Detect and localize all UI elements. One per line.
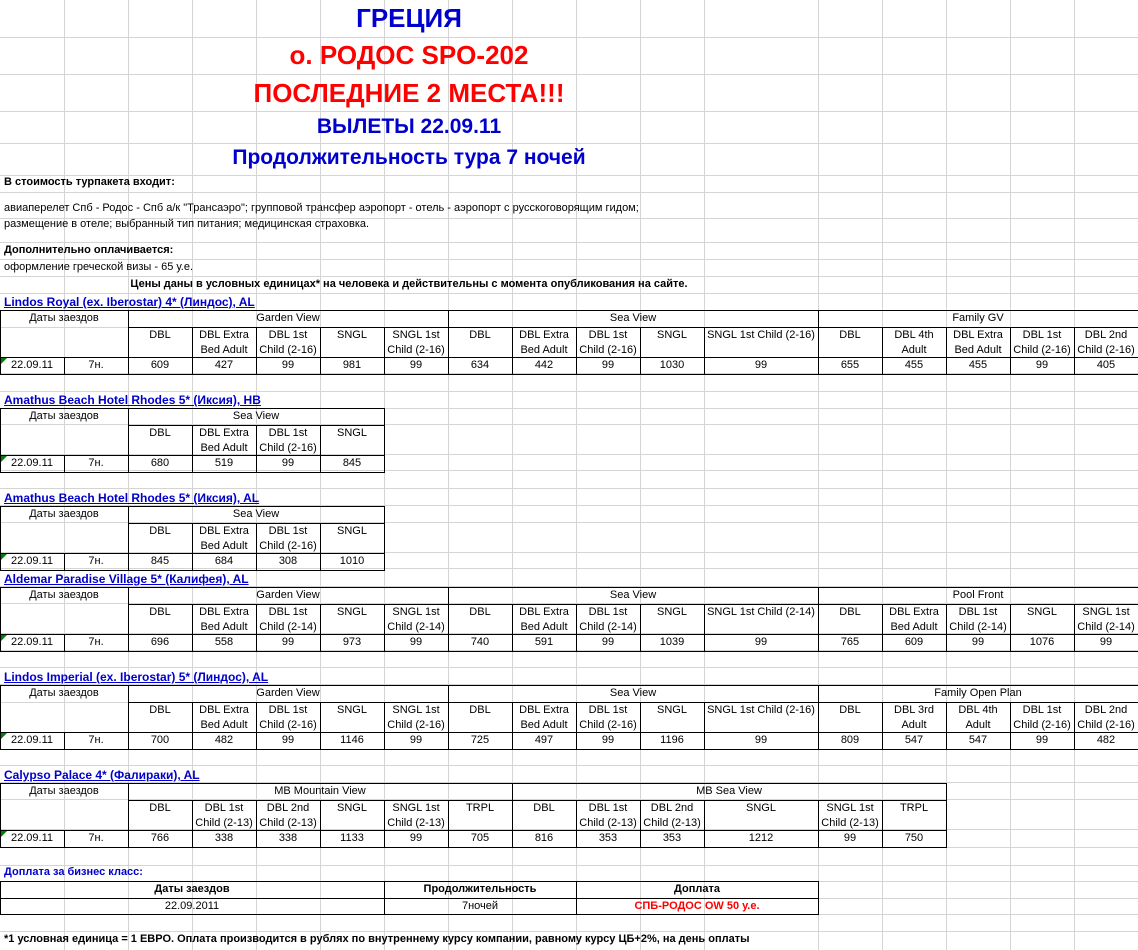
table-border [0, 914, 819, 915]
price-cell: 99 [754, 734, 768, 746]
price-cell: 634 [470, 359, 490, 371]
column-header: Child (2-16) [387, 344, 445, 356]
price-cell: 99 [1099, 636, 1113, 648]
price-cell: 1212 [748, 832, 774, 844]
column-header: DBL Extra [199, 606, 249, 618]
arrival-date: 22.09.11 [10, 457, 53, 469]
column-header: SNGL [337, 329, 367, 341]
column-header: Child (2-14) [387, 621, 445, 633]
table-border [0, 847, 947, 848]
price-cell: 99 [281, 457, 295, 469]
nights-count: 7н. [88, 457, 104, 469]
price-cell: 99 [601, 359, 615, 371]
column-header: Child (2-13) [195, 817, 253, 829]
room-group-header: Family Open Plan [934, 687, 1022, 699]
table-border [384, 506, 385, 571]
gridline-horizontal [0, 470, 1138, 471]
price-cell: 609 [150, 359, 170, 371]
table-border [0, 357, 1138, 358]
price-cell: 750 [904, 832, 924, 844]
column-header: DBL [149, 427, 171, 439]
table-border [0, 651, 1138, 652]
price-cell: 700 [150, 734, 170, 746]
column-header: Child (2-16) [579, 344, 637, 356]
column-header: Bed Adult [200, 540, 248, 552]
price-cell: 99 [409, 734, 423, 746]
gridline-horizontal [0, 391, 1138, 392]
price-cell: 99 [971, 636, 985, 648]
room-group-header: Sea View [609, 589, 657, 601]
hotel-name-link[interactable]: Lindos Royal (ex. Iberostar) 4* (Линдос), AL [4, 295, 255, 309]
room-group-header: MB Sea View [696, 785, 762, 797]
column-header: SNGL 1st Child (2-14) [707, 606, 815, 618]
table-border [0, 732, 1138, 733]
column-header: SNGL [337, 427, 367, 439]
business-surcharge: СПБ-РОДОС OW 50 у.е. [634, 900, 760, 912]
table-border [128, 604, 1138, 605]
table-border [128, 702, 1138, 703]
gridline-horizontal [0, 276, 1138, 277]
price-cell: 455 [968, 359, 988, 371]
price-cell: 99 [409, 359, 423, 371]
column-header: DBL 4th [894, 329, 934, 341]
column-header: Bed Adult [200, 719, 248, 731]
column-header: SNGL 1st [1082, 606, 1130, 618]
column-header: DBL [839, 329, 861, 341]
nights-count: 7н. [88, 636, 104, 648]
room-group-header: MB Mountain View [274, 785, 366, 797]
price-cell: 809 [840, 734, 860, 746]
price-cell: 816 [534, 832, 554, 844]
column-header: SNGL 1st [392, 704, 440, 716]
column-header: SNGL 1st [392, 606, 440, 618]
nights-count: 7н. [88, 832, 104, 844]
room-group-header: Sea View [232, 508, 280, 520]
dates-header: Даты заездов [29, 785, 99, 797]
gridline-horizontal [0, 293, 1138, 294]
column-header: DBL 1st [588, 606, 628, 618]
column-header: Adult [901, 719, 927, 731]
extra-title: Дополнительно оплачивается: [4, 244, 174, 256]
column-header: Bed Adult [200, 621, 248, 633]
column-header: Child (2-13) [259, 817, 317, 829]
business-date: 22.09.2011 [164, 900, 220, 912]
price-cell: 1039 [659, 636, 685, 648]
gridline-horizontal [0, 488, 1138, 489]
price-cell: 405 [1096, 359, 1116, 371]
price-cell: 519 [214, 457, 234, 469]
column-header: SNGL 1st [392, 802, 440, 814]
gridline-horizontal [0, 667, 1138, 668]
price-cell: 99 [409, 636, 423, 648]
column-header: DBL Extra [519, 704, 569, 716]
price-cell: 845 [150, 555, 170, 567]
column-header: Bed Adult [200, 442, 248, 454]
gridline-horizontal [0, 931, 1138, 932]
column-header: Child (2-14) [949, 621, 1007, 633]
column-header: DBL 1st [268, 525, 308, 537]
price-cell: 680 [150, 457, 170, 469]
column-header: DBL Extra [889, 606, 939, 618]
column-header: DBL [149, 525, 171, 537]
room-group-header: Sea View [609, 687, 657, 699]
column-header: DBL 1st [268, 329, 308, 341]
price-cell: 725 [470, 734, 490, 746]
table-border [0, 587, 1138, 588]
column-header: Child (2-14) [1077, 621, 1135, 633]
price-cell: 591 [534, 636, 554, 648]
column-header: Child (2-16) [259, 344, 317, 356]
table-border [0, 830, 947, 831]
table-border [0, 506, 385, 507]
column-header: DBL [839, 606, 861, 618]
column-header: Adult [901, 344, 927, 356]
column-header: SNGL 1st [826, 802, 874, 814]
column-header: SNGL [337, 704, 367, 716]
table-border [0, 881, 819, 882]
column-header: DBL 2nd [1084, 704, 1128, 716]
gridline-horizontal [0, 192, 1138, 193]
business-title: Доплата за бизнес класс: [4, 866, 143, 878]
price-cell: 338 [278, 832, 298, 844]
table-border [0, 634, 1138, 635]
nights-count: 7н. [88, 555, 104, 567]
table-border [0, 685, 1138, 686]
column-header: DBL [149, 606, 171, 618]
price-cell: 442 [534, 359, 554, 371]
price-cell: 99 [754, 636, 768, 648]
dates-header: Даты заездов [29, 589, 99, 601]
price-cell: 765 [840, 636, 860, 648]
extra-line: оформление греческой визы - 65 у.е. [4, 261, 194, 273]
dates-header: Даты заездов [29, 687, 99, 699]
column-header: Child (2-16) [259, 540, 317, 552]
column-header: DBL Extra [519, 606, 569, 618]
price-cell: 981 [342, 359, 362, 371]
price-cell: 1146 [340, 734, 364, 746]
title-island: о. РОДОС SPO-202 [289, 40, 529, 70]
column-header: DBL 1st [958, 606, 998, 618]
hotel-name-link[interactable]: Amathus Beach Hotel Rhodes 5* (Иксия), HB [4, 393, 261, 407]
column-header: DBL Extra [953, 329, 1003, 341]
price-cell: 547 [968, 734, 988, 746]
column-header: DBL 1st [588, 704, 628, 716]
column-header: Child (2-14) [259, 621, 317, 633]
gridline-horizontal [0, 111, 1138, 112]
room-group-header: Family GV [952, 312, 1004, 324]
column-header: Bed Adult [520, 719, 568, 731]
column-header: SNGL [337, 802, 367, 814]
prices-note: Цены даны в условных единицах* на человека и действительны с момента опубликования на сайте. [130, 278, 688, 290]
column-header: DBL 4th [958, 704, 998, 716]
included-line: размещение в отеле; выбранный тип питания; медицинская страховка. [4, 218, 370, 230]
column-header: Child (2-16) [259, 442, 317, 454]
business-header: Даты заездов [154, 883, 230, 895]
table-border [818, 881, 819, 915]
column-header: Child (2-13) [821, 817, 879, 829]
gridline-horizontal [0, 259, 1138, 260]
price-cell: 497 [534, 734, 554, 746]
dates-header: Даты заездов [29, 410, 99, 422]
column-header: DBL 1st [268, 427, 308, 439]
column-header: DBL 2nd [266, 802, 310, 814]
room-group-header: Garden View [256, 312, 320, 324]
business-header: Доплата [674, 883, 720, 895]
column-header: Child (2-14) [579, 621, 637, 633]
column-header: DBL Extra [199, 427, 249, 439]
column-header: Child (2-16) [387, 719, 445, 731]
column-header: SNGL [657, 329, 687, 341]
gridline-horizontal [0, 242, 1138, 243]
business-duration: 7ночей [461, 900, 499, 912]
column-header: DBL Extra [199, 329, 249, 341]
column-header: SNGL [337, 525, 367, 537]
column-header: Child (2-16) [1077, 719, 1135, 731]
column-header: SNGL [1027, 606, 1057, 618]
column-header: Child (2-16) [259, 719, 317, 731]
nights-count: 7н. [88, 359, 104, 371]
column-header: DBL [839, 704, 861, 716]
price-cell: 655 [840, 359, 860, 371]
price-cell: 740 [470, 636, 490, 648]
column-header: SNGL [746, 802, 776, 814]
column-header: DBL 1st [588, 802, 628, 814]
arrival-date: 22.09.11 [10, 555, 53, 567]
price-cell: 99 [1035, 734, 1049, 746]
column-header: DBL 1st [588, 329, 628, 341]
column-header: Child (2-13) [387, 817, 445, 829]
table-border [946, 783, 947, 848]
room-group-header: Garden View [256, 589, 320, 601]
column-header: SNGL [337, 606, 367, 618]
table-border [384, 408, 385, 473]
column-header: SNGL [657, 606, 687, 618]
dates-header: Даты заездов [29, 508, 99, 520]
column-header: Bed Adult [200, 344, 248, 356]
price-cell: 684 [214, 555, 234, 567]
price-cell: 308 [278, 555, 298, 567]
gridline-horizontal [0, 74, 1138, 75]
column-header: DBL 1st [268, 606, 308, 618]
price-cell: 353 [598, 832, 618, 844]
price-cell: 1133 [340, 832, 364, 844]
table-border [0, 374, 1138, 375]
column-header: DBL [149, 704, 171, 716]
price-cell: 609 [904, 636, 924, 648]
title-duration: Продолжительность тура 7 ночей [232, 146, 586, 169]
table-border [128, 327, 1138, 328]
column-header: DBL 2nd [1084, 329, 1128, 341]
price-cell: 1196 [660, 734, 684, 746]
price-cell: 427 [214, 359, 234, 371]
price-cell: 99 [754, 359, 768, 371]
column-header: DBL [469, 329, 491, 341]
price-cell: 1010 [339, 555, 365, 567]
included-title: В стоимость турпакета входит: [4, 176, 175, 188]
price-cell: 973 [342, 636, 362, 648]
arrival-date: 22.09.11 [10, 734, 53, 746]
title-last-seats: ПОСЛЕДНИЕ 2 МЕСТА!!! [253, 78, 565, 108]
footnote: *1 условная единица = 1 ЕВРО. Оплата производится в рублях по внутреннему курсу компании, равному курсу ЦБ+2%, на день оплаты [4, 933, 750, 945]
price-cell: 558 [214, 636, 234, 648]
room-group-header: Pool Front [952, 589, 1004, 601]
hotel-name-link[interactable]: Amathus Beach Hotel Rhodes 5* (Иксия), AL [4, 491, 260, 505]
column-header: TRPL [899, 802, 929, 814]
arrival-date: 22.09.11 [10, 359, 53, 371]
column-header: Child (2-16) [1013, 719, 1071, 731]
column-header: DBL 2nd [650, 802, 694, 814]
price-cell: 455 [904, 359, 924, 371]
table-border [0, 749, 1138, 750]
price-cell: 766 [150, 832, 170, 844]
column-header: DBL [149, 329, 171, 341]
business-header: Продолжительность [423, 883, 537, 895]
column-header: SNGL [657, 704, 687, 716]
column-header: DBL [149, 802, 171, 814]
column-header: Child (2-13) [643, 817, 701, 829]
column-header: DBL [533, 802, 555, 814]
hotel-name-link[interactable]: Calypso Palace 4* (Фалираки), AL [4, 768, 200, 782]
column-header: Bed Adult [954, 344, 1002, 356]
column-header: DBL 1st [204, 802, 244, 814]
column-header: DBL 3rd [894, 704, 934, 716]
price-cell: 99 [601, 636, 615, 648]
table-border [128, 800, 947, 801]
column-header: DBL [469, 704, 491, 716]
price-cell: 353 [662, 832, 682, 844]
price-cell: 99 [281, 734, 295, 746]
price-cell: 338 [214, 832, 234, 844]
price-cell: 99 [1035, 359, 1049, 371]
column-header: SNGL 1st Child (2-16) [707, 329, 815, 341]
room-group-header: Garden View [256, 687, 320, 699]
column-header: DBL 1st [1022, 329, 1062, 341]
column-header: Child (2-13) [579, 817, 637, 829]
column-header: DBL 1st [268, 704, 308, 716]
price-cell: 547 [904, 734, 924, 746]
column-header: Bed Adult [520, 344, 568, 356]
price-cell: 696 [150, 636, 170, 648]
price-cell: 99 [843, 832, 857, 844]
column-header: DBL 1st [1022, 704, 1062, 716]
arrival-date: 22.09.11 [10, 832, 53, 844]
price-cell: 705 [470, 832, 490, 844]
column-header: TRPL [465, 802, 495, 814]
column-header: Child (2-16) [579, 719, 637, 731]
column-header: SNGL 1st [392, 329, 440, 341]
gridline-horizontal [0, 865, 1138, 866]
table-border [0, 783, 947, 784]
column-header: Child (2-16) [1013, 344, 1071, 356]
price-cell: 845 [342, 457, 362, 469]
hotel-name-link[interactable]: Aldemar Paradise Village 5* (Калифея), AL [4, 572, 249, 586]
room-group-header: Sea View [609, 312, 657, 324]
column-header: DBL Extra [199, 525, 249, 537]
column-header: Adult [965, 719, 991, 731]
gridline-horizontal [0, 143, 1138, 144]
price-cell: 99 [281, 636, 295, 648]
hotel-name-link[interactable]: Lindos Imperial (ex. Iberostar) 5* (Линдос), AL [4, 670, 269, 684]
price-cell: 99 [601, 734, 615, 746]
column-header: DBL Extra [519, 329, 569, 341]
gridline-horizontal [0, 37, 1138, 38]
price-cell: 1030 [659, 359, 685, 371]
price-cell: 482 [1096, 734, 1116, 746]
title-departures: ВЫЛЕТЫ 22.09.11 [316, 115, 502, 138]
included-line: авиаперелет Спб - Родос - Спб а/к "Трансаэро"; групповой трансфер аэропорт - отель - аэропорт с русскоговорящим гидом; [4, 202, 639, 214]
price-cell: 99 [281, 359, 295, 371]
column-header: Bed Adult [520, 621, 568, 633]
column-header: Child (2-16) [1077, 344, 1135, 356]
gridline-horizontal [0, 765, 1138, 766]
gridline-horizontal [0, 568, 1138, 569]
title-country: ГРЕЦИЯ [356, 3, 462, 33]
price-cell: 1076 [1029, 636, 1055, 648]
price-cell: 482 [214, 734, 234, 746]
table-border [0, 310, 1138, 311]
column-header: DBL Extra [199, 704, 249, 716]
dates-header: Даты заездов [29, 312, 99, 324]
nights-count: 7н. [88, 734, 104, 746]
price-cell: 99 [409, 832, 423, 844]
column-header: DBL [469, 606, 491, 618]
table-border [0, 898, 819, 899]
column-header: Bed Adult [890, 621, 938, 633]
column-header: SNGL 1st Child (2-16) [707, 704, 815, 716]
table-border [0, 408, 385, 409]
arrival-date: 22.09.11 [10, 636, 53, 648]
room-group-header: Sea View [232, 410, 280, 422]
